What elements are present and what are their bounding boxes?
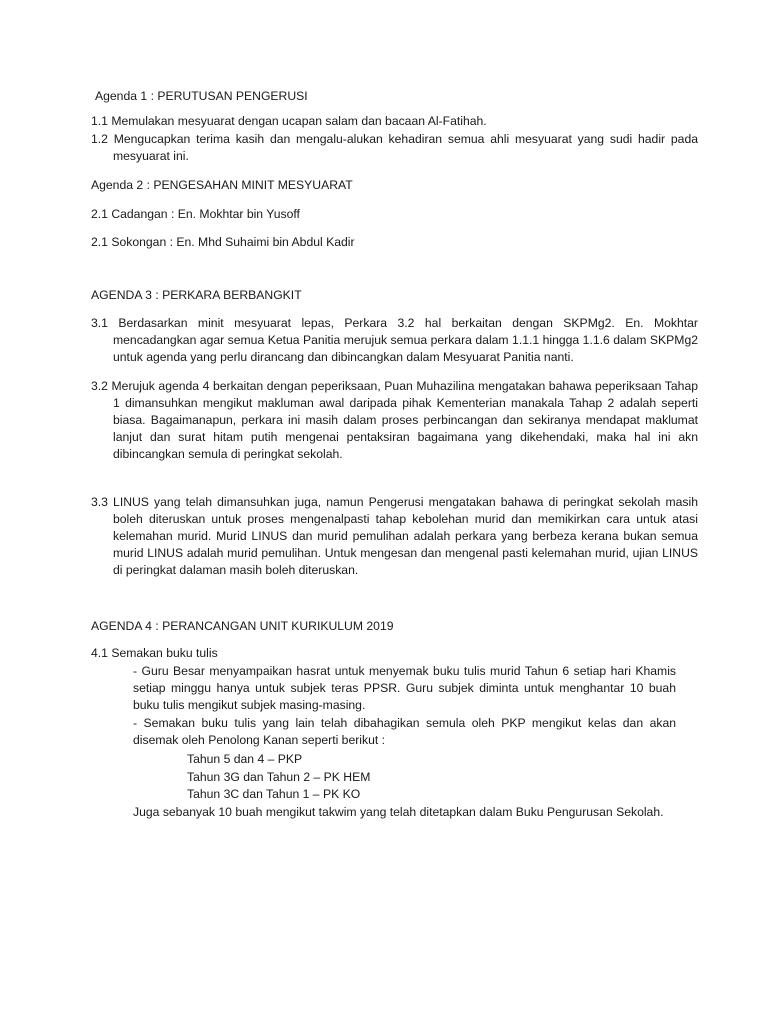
agenda-4-para-1: - Guru Besar menyampaikan hasrat untuk menyemak buku tulis murid Tahun 6 setiap hari Khamis setiap minggu hanya untuk subjek teras PPSR. Guru subjek diminta untuk menghantar 10 buah buku tulis mengikut subjek masing-masing.	[133, 664, 676, 712]
agenda-2-cadangan: 2.1 Cadangan : En. Mokhtar bin Yusoff	[91, 207, 300, 221]
agenda-3-item-3: 3.3 LINUS yang telah dimansuhkan juga, namun Pengerusi mengatakan bahawa di peringkat sekolah masih boleh diteruskan untuk proses mengenalpasti tahap kebolehan murid dan memikirkan cara untuk atasi kelemahan murid. Murid LINUS dan murid pemulihan adalah perkara yang berbeza kerana bukan semua murid LINUS adalah murid pemulihan. Untuk mengesan dan mengenal pasti kelemahan murid, ujian LINUS di peringkat dalaman masih boleh diteruskan.	[91, 495, 698, 577]
agenda-4-para-2: - Semakan buku tulis yang lain telah dibahagikan semula oleh PKP mengikut kelas dan akan disemak oleh Penolong Kanan seperti berikut :	[133, 716, 676, 747]
assignment-line: Tahun 5 dan 4 – PKP	[187, 752, 303, 766]
agenda-3-heading: AGENDA 3 : PERKARA BERBANGKIT	[91, 288, 302, 302]
agenda-1-heading: Agenda 1 : PERUTUSAN PENGERUSI	[95, 89, 308, 103]
agenda-2-heading: Agenda 2 : PENGESAHAN MINIT MESYUARAT	[91, 178, 353, 192]
agenda-3-item-1: 3.1 Berdasarkan minit mesyuarat lepas, Perkara 3.2 hal berkaitan dengan SKPMg2. En. Mokhtar mencadangkan agar semua Ketua Panitia merujuk semua perkara dalam 1.1.1 hingga 1.1.6 dalam SKPMg2 untuk agenda yang perlu dirancang dan dibincangkan dalam Mesyuarat Panitia nanti.	[91, 316, 698, 364]
assignment-line: Tahun 3G dan Tahun 2 – PK HEM	[187, 770, 371, 784]
agenda-4-heading: AGENDA 4 : PERANCANGAN UNIT KURIKULUM 2019	[91, 619, 394, 633]
assignment-line: Tahun 3C dan Tahun 1 – PK KO	[187, 787, 361, 801]
agenda-1-item-2: 1.2 Mengucapkan terima kasih dan mengalu-alukan kehadiran semua ahli mesyuarat yang sudi hadir pada mesyuarat ini.	[91, 132, 698, 163]
agenda-1-item-1: 1.1 Memulakan mesyuarat dengan ucapan salam dan bacaan Al-Fatihah.	[91, 114, 487, 128]
agenda-3-item-2: 3.2 Merujuk agenda 4 berkaitan dengan peperiksaan, Puan Muhazilina mengatakan bahawa peperiksaan Tahap 1 dimansuhkan mengikut makluman awal daripada pihak Kementerian manakala Tahap 2 adalah seperti biasa. Bagaimanapun, perkara ini masih dalam proses perbincangan dan sekiranya mendapat maklumat lanjut dan surat hitam putih mengenai pentaksiran bagaimana yang dikehendaki, maka hal ini akn dibincangkan semula di peringkat sekolah.	[91, 379, 698, 461]
agenda-2-sokongan: 2.1 Sokongan : En. Mhd Suhaimi bin Abdul Kadir	[91, 235, 355, 249]
agenda-4-para-3: Juga sebanyak 10 buah mengikut takwim yang telah ditetapkan dalam Buku Pengurusan Sekolah.	[133, 805, 664, 819]
agenda-4-subheading: 4.1 Semakan buku tulis	[91, 646, 218, 660]
